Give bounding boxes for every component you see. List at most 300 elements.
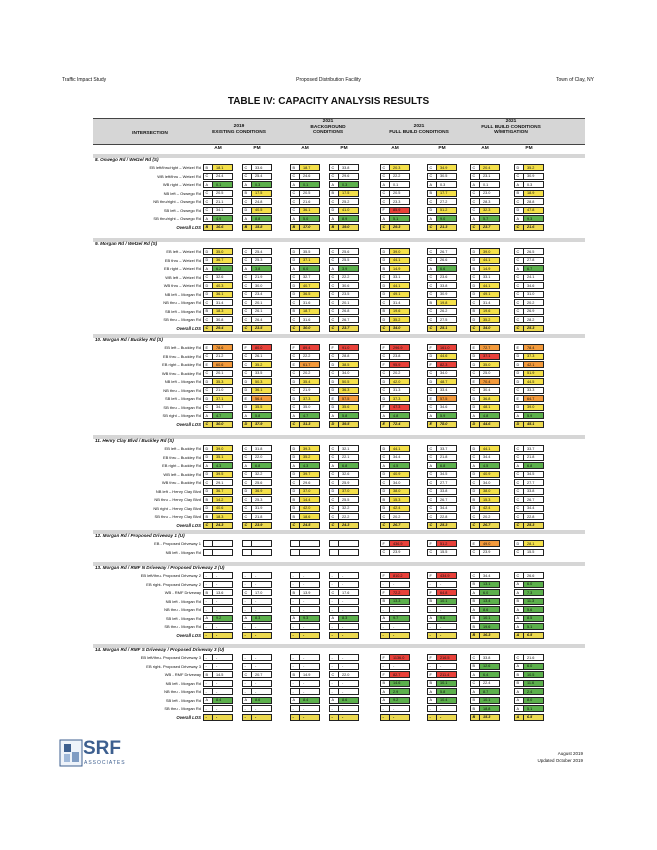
los-grade: E (244, 396, 248, 401)
los-grade: B (382, 599, 386, 603)
delay-value: 14.5 (216, 672, 224, 677)
delay-value: 10.1 (440, 599, 448, 603)
los-cell (380, 623, 410, 630)
los-cell (290, 471, 320, 478)
los-grade: C (205, 405, 209, 409)
los-cell (470, 705, 500, 712)
overall-los-cell (514, 224, 544, 231)
los-grade: C (429, 497, 433, 502)
delay-value: - (216, 573, 218, 578)
los-cell (427, 378, 457, 385)
los-cell (514, 370, 544, 377)
los-grade: C (331, 292, 335, 296)
delay-value: 39.3 (303, 446, 311, 451)
los-cell (380, 265, 410, 272)
delay-value: 37.9 (255, 422, 263, 426)
delay-value: 32.7 (303, 275, 311, 279)
delay-value: - (303, 681, 305, 685)
los-grade: F (429, 345, 432, 350)
los-cell (242, 308, 272, 315)
los-grade: C (516, 317, 520, 322)
los-cell (203, 164, 233, 171)
los-grade: D (516, 379, 520, 384)
los-grade: C (292, 300, 296, 305)
los-cell (329, 445, 359, 452)
los-cell (242, 705, 272, 712)
los-cell (290, 308, 320, 315)
los-grade: C (331, 317, 335, 322)
delay-value: - (393, 582, 395, 586)
delay-value: 4.8 (393, 413, 399, 418)
delay-value: 21.0 (216, 388, 224, 392)
los-grade: - (205, 689, 207, 694)
movement-label: SB thru – Morgan Rd (163, 317, 201, 322)
delay-value: 24.6 (303, 174, 311, 178)
los-cell (329, 513, 359, 520)
delay-value: - (303, 607, 305, 612)
los-grade: C (292, 174, 296, 178)
los-grade: C (205, 326, 209, 330)
footer-updated: Updated October 2019 (537, 758, 583, 763)
los-grade: C (429, 275, 433, 279)
los-grade: A (516, 624, 520, 629)
delay-value: 20.1 (216, 371, 224, 375)
delay-value: 25.4 (255, 249, 263, 254)
los-cell (242, 198, 272, 205)
delay-value: 23.7 (483, 225, 491, 229)
los-cell (514, 623, 544, 630)
delay-value: 7.3 (527, 590, 533, 595)
los-grade: D (472, 472, 476, 476)
los-cell (380, 257, 410, 264)
los-grade: C (244, 446, 248, 451)
los-cell (514, 274, 544, 281)
delay-value: - (440, 582, 442, 586)
los-cell (203, 370, 233, 377)
movement-label: EB right – Wetzel Rd (163, 266, 201, 271)
los-grade: F (382, 345, 385, 350)
delay-value: 20.2 (483, 514, 491, 519)
los-cell (203, 549, 233, 556)
los-grade: E (516, 345, 520, 350)
delay-value: 33.8 (342, 165, 350, 170)
los-cell (514, 598, 544, 605)
los-grade: E (472, 379, 476, 384)
los-grade: C (516, 283, 520, 288)
los-grade: - (244, 599, 246, 603)
los-grade: B (472, 706, 476, 711)
los-cell (380, 316, 410, 323)
los-grade: E (429, 422, 433, 426)
los-grade: - (382, 715, 384, 719)
overall-los-cell (290, 522, 320, 529)
delay-value: 6.5 (527, 633, 533, 637)
los-cell (427, 181, 457, 188)
los-cell (290, 404, 320, 411)
delay-value: 72.7 (483, 345, 491, 350)
delay-value: 5.7 (483, 216, 489, 221)
delay-value: 37.1 (483, 354, 491, 358)
delay-value: 161.0 (440, 345, 450, 350)
los-grade: C (244, 326, 248, 330)
delay-value: 8.5 (527, 616, 533, 620)
delay-value: 35.0 (216, 249, 224, 254)
los-grade: A (516, 664, 520, 668)
los-cell (514, 697, 544, 704)
los-cell (203, 274, 233, 281)
los-grade: D (244, 422, 248, 426)
delay-value: 22.0 (342, 672, 350, 677)
movement-label: NB thru – Morgan Rd (163, 300, 201, 305)
overall-los-cell (470, 325, 500, 332)
los-grade: A (331, 266, 335, 271)
los-grade: F (331, 345, 334, 350)
delay-value: 39.0 (393, 249, 401, 254)
los-grade: A (429, 182, 433, 187)
los-grade: A (382, 616, 386, 620)
column-header-pm: PM (253, 146, 261, 151)
delay-value: 44.1 (483, 258, 491, 262)
delay-value: 39.5 (216, 472, 224, 476)
delay-value: 6.8 (527, 463, 533, 468)
los-cell (290, 606, 320, 613)
los-grade: C (429, 550, 433, 554)
los-cell (470, 387, 500, 394)
delay-value: 810.2 (393, 573, 403, 578)
los-cell (514, 395, 544, 402)
delay-value: - (303, 715, 305, 719)
delay-value: 51.9 (527, 371, 535, 375)
los-grade: B (205, 672, 209, 677)
los-cell (290, 215, 320, 222)
los-cell (427, 291, 457, 298)
los-grade: C (244, 497, 248, 502)
los-cell (470, 549, 500, 556)
delay-value: 21.1 (216, 199, 224, 204)
delay-value: 37.3 (527, 354, 535, 358)
overall-los-cell (380, 714, 410, 721)
los-grade: - (382, 706, 384, 711)
los-cell (242, 299, 272, 306)
los-cell (470, 274, 500, 281)
delay-value: 36.7 (216, 258, 224, 262)
delay-value: 35.4 (303, 379, 311, 384)
los-grade: C (472, 199, 476, 204)
delay-value: 24.4 (216, 174, 224, 178)
los-cell (242, 615, 272, 622)
los-grade: B (516, 599, 520, 603)
header-left: Traffic Impact Study (62, 77, 107, 83)
delay-value: 33.8 (527, 489, 535, 493)
delay-value: - (393, 664, 395, 668)
los-grade: D (472, 283, 476, 288)
movement-label: NB left – Oswego Rd (163, 190, 201, 196)
delay-value: 21.6 (527, 655, 535, 660)
delay-value: 8.3 (255, 616, 261, 620)
los-grade: - (205, 599, 207, 603)
delay-value: 10.4 (440, 698, 448, 702)
delay-value: 34.5 (440, 472, 448, 476)
delay-value: 20.2 (393, 514, 401, 519)
los-grade: A (516, 706, 520, 711)
los-grade: C (331, 258, 335, 262)
los-cell (290, 248, 320, 255)
section-band (93, 238, 585, 242)
los-cell (290, 344, 320, 351)
delay-value: 22.2 (342, 514, 350, 519)
los-grade: C (516, 258, 520, 262)
delay-value: 91.0 (342, 345, 350, 350)
los-cell (329, 291, 359, 298)
los-grade: D (205, 455, 209, 459)
delay-value: 39.7 (303, 472, 311, 476)
los-grade: D (472, 396, 476, 401)
los-cell (427, 496, 457, 503)
los-cell (242, 471, 272, 478)
delay-value: 13.6 (216, 590, 224, 595)
overall-los-cell (290, 325, 320, 332)
delay-value: 34.4 (527, 506, 535, 510)
movement-label: EB left/thru/right – Wetzel Rd (149, 165, 201, 170)
los-cell (380, 404, 410, 411)
los-cell (427, 370, 457, 377)
column-header-pm: PM (525, 146, 533, 151)
los-grade: C (331, 523, 335, 527)
delay-value: 32.1 (342, 446, 350, 451)
los-grade: A (331, 182, 335, 187)
overall-los-cell (329, 714, 359, 721)
los-grade: - (331, 664, 333, 668)
los-cell (427, 581, 457, 588)
delay-value: 14.9 (393, 266, 401, 271)
los-cell (380, 572, 410, 579)
delay-value: 64.7 (527, 396, 535, 401)
delay-value: - (216, 633, 218, 637)
los-cell (427, 257, 457, 264)
los-grade: A (331, 698, 335, 702)
delay-value: 33.8 (440, 283, 448, 288)
los-cell (427, 705, 457, 712)
los-grade: - (292, 681, 294, 685)
delay-value: 44.6 (483, 422, 491, 426)
los-cell (203, 663, 233, 670)
los-cell (470, 378, 500, 385)
los-grade: C (331, 371, 335, 375)
los-cell (242, 606, 272, 613)
los-grade: A (429, 616, 433, 620)
overall-los-cell (514, 632, 544, 639)
los-grade: C (429, 371, 433, 375)
overall-los-cell (242, 325, 272, 332)
delay-value: 34.1 (216, 208, 224, 212)
los-cell (203, 353, 233, 360)
delay-value: 296.9 (393, 345, 403, 350)
los-grade: C (205, 523, 209, 527)
delay-value: 25.3 (255, 497, 263, 502)
delay-value: 30.8 (216, 317, 224, 322)
los-grade: - (244, 655, 246, 660)
los-grade: D (382, 472, 386, 476)
los-grade: C (331, 283, 335, 288)
los-cell (290, 173, 320, 180)
los-grade: B (472, 715, 476, 719)
los-grade: C (331, 354, 335, 358)
los-cell (470, 454, 500, 461)
delay-value: - (255, 681, 257, 685)
delay-value: 3.9 (342, 266, 348, 271)
delay-value: 35.2 (393, 317, 401, 322)
los-grade: B (244, 225, 248, 229)
los-grade: B (472, 266, 476, 271)
los-grade: D (331, 362, 335, 367)
los-grade: D (382, 396, 386, 401)
delay-value: 31.6 (303, 317, 311, 322)
los-cell (380, 471, 410, 478)
movement-label: NB left – Morgan Rd (164, 291, 201, 297)
los-grade: C (472, 388, 476, 392)
delay-value: 3.8 (255, 266, 261, 271)
delay-value: - (440, 607, 442, 612)
delay-value: - (342, 715, 344, 719)
delay-value: 34.0 (483, 480, 491, 485)
delay-value: 29.6 (342, 174, 350, 178)
delay-value: - (216, 689, 218, 694)
delay-value: - (255, 582, 257, 586)
delay-value: 15.5 (527, 550, 535, 554)
delay-value: 36.1 (216, 292, 224, 296)
movement-label: EB right – Buckley Rd (162, 362, 201, 367)
los-cell (470, 370, 500, 377)
delay-value: 19.0 (342, 225, 350, 229)
delay-value: 27.7 (440, 480, 448, 485)
los-grade: C (429, 225, 433, 229)
los-grade: A (331, 413, 335, 418)
overall-los-cell (290, 421, 320, 428)
los-grade: A (472, 216, 476, 221)
overall-los-cell (427, 522, 457, 529)
los-cell (514, 540, 544, 547)
los-grade: - (292, 689, 294, 694)
delay-value: 36.8 (483, 396, 491, 401)
delay-value: 5.9 (440, 413, 446, 418)
delay-value: 22.4 (483, 681, 491, 685)
los-cell (329, 412, 359, 419)
los-cell (242, 513, 272, 520)
los-cell (380, 505, 410, 512)
delay-value: 29.6 (303, 480, 311, 485)
los-cell (203, 395, 233, 402)
delay-value: 28.2 (527, 317, 535, 322)
los-cell (290, 671, 320, 678)
los-grade: C (244, 354, 248, 358)
los-cell (514, 663, 544, 670)
delay-value: - (342, 664, 344, 668)
overall-los-cell (203, 632, 233, 639)
los-cell (514, 164, 544, 171)
los-cell (242, 164, 272, 171)
delay-value: 33.6 (255, 165, 263, 170)
delay-value: 31.3 (303, 422, 311, 426)
delay-value: 10.1 (440, 681, 448, 685)
los-cell (380, 173, 410, 180)
delay-value: 19.6 (393, 309, 401, 313)
los-cell (242, 697, 272, 704)
delay-value: 44.1 (483, 446, 491, 451)
los-cell (427, 404, 457, 411)
los-cell (329, 581, 359, 588)
los-grade: A (382, 413, 386, 418)
los-grade: C (429, 317, 433, 322)
section-title: 8. Oswego Rd / Wetzel Rd (S) (95, 157, 159, 162)
los-cell (470, 257, 500, 264)
los-grade: D (205, 489, 209, 493)
header-center: Proposed Distribution Facility (296, 77, 361, 83)
delay-value: 36.7 (216, 489, 224, 493)
los-grade: - (244, 681, 246, 685)
los-grade: C (516, 249, 520, 254)
los-cell (203, 190, 233, 197)
los-cell (470, 361, 500, 368)
los-cell (290, 598, 320, 605)
delay-value: 33.1 (483, 275, 491, 279)
los-grade: A (205, 266, 209, 271)
los-grade: C (472, 681, 476, 685)
delay-value: 25.0 (483, 371, 491, 375)
delay-value: 30.4 (483, 388, 491, 392)
los-grade: D (205, 379, 209, 384)
los-cell (470, 198, 500, 205)
los-grade: D (244, 405, 248, 409)
los-grade: A (429, 413, 433, 418)
los-grade: D (205, 472, 209, 476)
overall-los-label: Overall LOS (176, 224, 201, 230)
delay-value: 23.9 (393, 550, 401, 554)
los-cell (290, 370, 320, 377)
los-grade: C (292, 480, 296, 485)
delay-value: 44.1 (393, 283, 401, 288)
los-cell (329, 697, 359, 704)
los-cell (514, 207, 544, 214)
los-grade: C (244, 506, 248, 510)
delay-value: 95.9 (393, 362, 401, 367)
los-grade: C (516, 523, 520, 527)
los-grade: B (205, 309, 209, 313)
los-grade: A (516, 463, 520, 468)
los-grade: F (429, 655, 432, 660)
los-cell (380, 412, 410, 419)
los-cell (329, 572, 359, 579)
los-grade: B (516, 191, 520, 195)
movement-label: WB right – Wetzel Rd (162, 182, 201, 187)
overall-los-cell (203, 714, 233, 721)
los-cell (380, 181, 410, 188)
los-grade: C (292, 199, 296, 204)
delay-value: 23.5 (342, 292, 350, 296)
delay-value: 31.3 (393, 388, 401, 392)
delay-value: 23.3 (393, 199, 401, 204)
los-cell (514, 353, 544, 360)
los-grade: C (292, 191, 296, 195)
los-grade: C (429, 489, 433, 493)
los-cell (380, 688, 410, 695)
los-grade: D (292, 292, 296, 296)
movement-label: SB thru – Henry Clay Blvd (154, 514, 201, 519)
delay-value: 34.0 (342, 371, 350, 375)
delay-value: 0.1 (393, 182, 399, 187)
delay-value: - (216, 582, 218, 586)
overall-los-cell (290, 632, 320, 639)
los-grade: B (472, 309, 476, 313)
